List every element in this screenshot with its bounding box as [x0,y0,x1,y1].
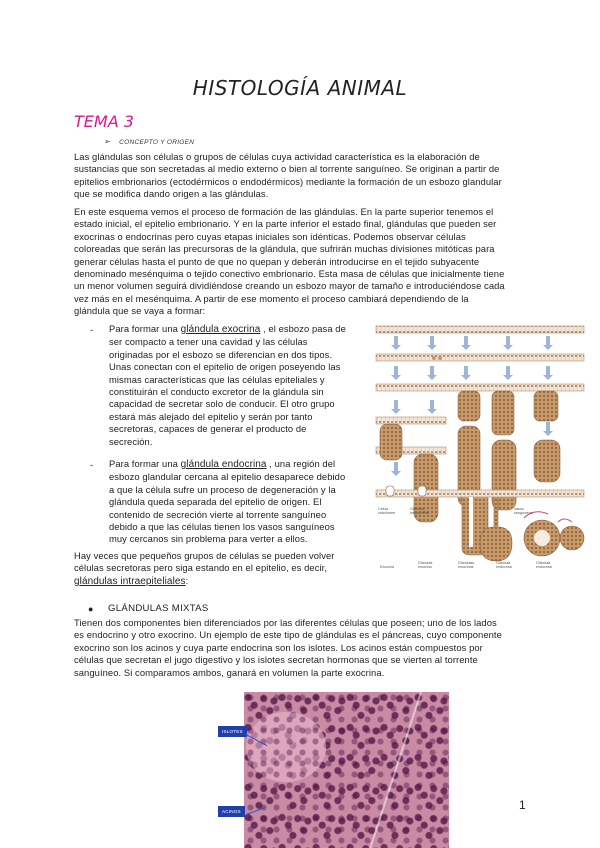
text-line: a que la célula sufre un proceso de degeneración y la [109,483,336,495]
text-line: coloreadas que serán las precursoras de la glándula, que sufrirán muchas divisiones mitóticas para [74,243,495,255]
text-line: : [185,574,189,586]
term-glandula-exocrina: glándula exocrina [180,324,261,335]
text-line: vez más en el mesénquima. A partir de ese momento el proceso cambiará dependiendo de la [74,292,469,304]
tag-islotes: ISLOTES [218,726,247,737]
micrograph-nuclei [244,692,449,848]
text-line: denominado mesénquima o tejido conectivo embrionario. Esta masa de células que inicialmente tiene [74,268,505,280]
text-line: secreción. [109,435,153,447]
text-line: Hay veces que pequeños grupos de células se pueden volver [74,550,335,561]
label-glandula-exocrina: Glándula exocrina [418,561,433,570]
label-vasos-sanguineos: Vasos sanguíneos [514,507,533,516]
text-line: exocrinas o endocrinas pero cuyas etapas iniciales son idénticas. Podemos observar células [74,230,466,242]
text-line: un menor volumen seguirá dividiéndose creando un esbozo mayor de tamaño e introduciéndose cada [74,280,505,292]
list-item-endocrina [109,458,345,546]
text-line: glándula que se vaya a formar: [74,305,206,317]
text-line: ser compacto a tener una cavidad y las células [109,336,308,348]
text-line: Unas conectan con el epitelio de origen poseyendo las [109,361,341,373]
text-line: originadas por el esbozo se diferencian en dos tipos. [109,348,333,360]
text-line: es endocrino y otro exocrino. Un ejemplo de este tipo de glándulas es el páncreas, cuyo componente [74,629,502,641]
text-line: mismas características que las células epiteliales y [109,373,325,385]
label-glandula-endocrina-2: Glándula endocrina [536,561,552,570]
label-glandula-intraepitelial: Glándula intraepitelial [410,507,430,516]
epithelium-row-1 [376,326,584,361]
text-line: muy cercanos sin problema para verter a ellos. [109,533,308,545]
text-line: estará más alejado del epitelio y serán por tanto [109,410,313,422]
text-line: que se modifica dando origen a las glándulas. [74,188,269,200]
arrow-bullet-icon: ➢ [104,137,112,146]
label-celula-caliciforme: Célula caliciforme [378,507,396,516]
list-dash: - [90,325,94,336]
text-line: células que secretan el jugo digestivo y los islotes secretan hormonas que se vierten al torrente [74,654,478,666]
text-line: Las glándulas son células o grupos de células cuya actividad característica es la elaboración de [74,151,480,162]
text-line: constituirán el conducto excretor de la glándula sin [109,386,324,398]
label-glandula-endocrina: Glándula endocrina [496,561,512,570]
list-item-exocrina [109,323,346,448]
text-line: células secretoras pero siga estando en el epitelio, es decir, [74,562,328,574]
text-line: generar células hasta el punto de que no quepan y deberán introducirse en el tejido subyacente [74,255,480,267]
text-line: Para formar una [109,458,181,469]
text-line: glándula queda separada del epitelio de origen. El [109,496,322,508]
text-line: esbozo glandular cercana al epitelio desaparece debido [109,471,346,483]
text-line: exocrino son los acinos y cuya parte endocrina son los islotes. Los acinos están compuestos por [74,641,483,653]
list-dash: - [90,460,94,471]
text-line: debido a que las células tienen los vasos sanguíneos [109,521,335,533]
bullet-icon: ● [88,604,94,614]
subheading [104,137,194,146]
page-number: 1 [519,798,526,812]
tema-heading: TEMA 3 [74,112,134,131]
paragraph-2 [74,206,505,318]
label-exocrina: Exocrina [380,565,394,569]
text-line: sustancias que son secretadas al medio externo o bien al torrente sanguíneo. Se originan a partir de [74,163,500,175]
term-glandulas-intraepiteliales: glándulas intraepiteliales [74,575,186,587]
text-line: , el esbozo pasa de [260,323,346,334]
text-line: estado inicial, el epitelio embrionario. Y en la parte inferior el estado final, glándulas que pueden ser [74,218,497,230]
text-line: , una región del [266,458,336,469]
label-glandulas-exocrinas: Glándulas exocrinas [458,561,475,570]
text-line: sanguíneo. Si comparamos ambos, ganará en volumen la parte exocrina. [74,666,385,678]
text-line: Para formar una [109,323,181,334]
paragraph-intraepitelial [74,550,334,588]
text-line: capacidad de secretar solo de conducir. El otro grupo [109,398,335,410]
text-line: secretoras, capaces de generar el producto de [109,423,307,435]
paragraph-mixtas [74,617,502,679]
text-line: contenido de secreción vierte al torrente sanguíneo [109,508,327,520]
tag-acinos: ACINOS [218,806,245,817]
page-title: HISTOLOGÍA ANIMAL [192,76,408,100]
text-line: En este esquema vemos el proceso de formación de las glándulas. En la parte superior tenemos el [74,206,494,217]
text-line: Tienen dos componentes bien diferenciados por las diferentes células que poseen; uno de los lados [74,617,497,628]
term-glandula-endocrina: glándula endocrina [180,459,267,470]
pancreas-micrograph [244,692,449,848]
subheading-text: CONCEPTO Y ORIGEN [119,139,195,146]
text-line: epitelios embrionarios (ectodérmicos o endodérmicos) mediante la formación de un esbozo glandular [74,175,502,187]
paragraph-1 [74,151,502,201]
section-heading-mixtas: GLÁNDULAS MIXTAS [108,603,209,614]
gland-formation-diagram [374,322,586,584]
